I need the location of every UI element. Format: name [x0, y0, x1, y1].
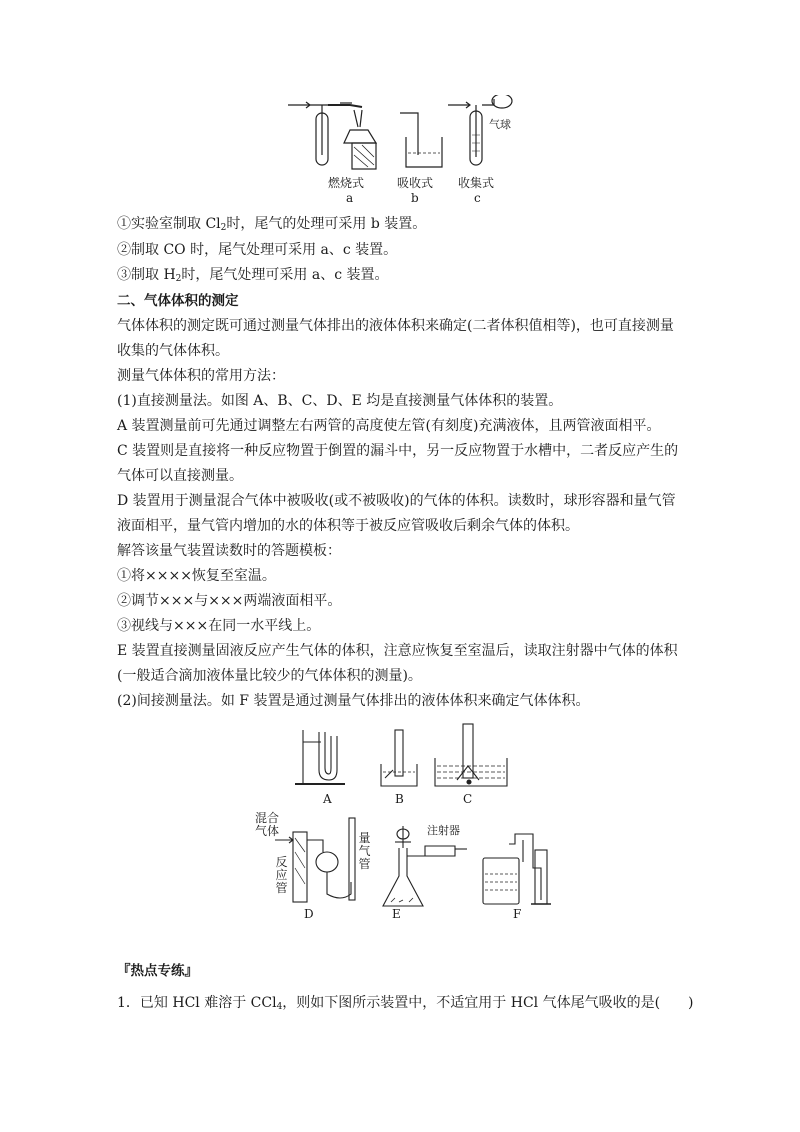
- fig1-letter-c: c: [474, 191, 481, 205]
- gas-burette-label: 量气管: [358, 831, 371, 871]
- line-h2-a: ③制取 H: [117, 267, 176, 283]
- fig2-letter-e: E: [392, 907, 401, 921]
- syringe-label: 注射器: [427, 824, 460, 837]
- line-h2-b: 时，尾气处理可采用 a、c 装置。: [181, 267, 389, 283]
- question-1: [117, 993, 707, 1013]
- line-co: ②制取 CO 时，尾气处理可采用 a、c 装置。: [117, 242, 398, 258]
- fig2-letter-a: A: [323, 792, 332, 806]
- line-h2: [117, 265, 707, 285]
- fig2-letter-c: C: [463, 792, 473, 806]
- fig2-letter-b: B: [395, 792, 404, 806]
- para-1: 气体体积的测定既可通过测量气体排出的液体体积来确定(二者体积值相等)，也可直接测量: [117, 318, 674, 334]
- para-5b: 气体可以直接测量。: [117, 468, 243, 484]
- para-1b: 收集的气体体积。: [117, 343, 229, 359]
- line-cl2: [117, 214, 707, 234]
- line-cl2-b: 时，尾气的处理可采用 b 装置。: [226, 216, 427, 232]
- gas-volume-apparatus-drawing: [245, 722, 565, 922]
- fig1-label-collection: 收集式: [458, 176, 495, 190]
- para-8: ①将××××恢复至室温。: [117, 568, 276, 584]
- balloon-label: 气球: [489, 118, 511, 131]
- fig1-label-combustion: 燃烧式: [328, 176, 365, 190]
- line-h2-sub: 2: [175, 274, 182, 284]
- line-cl2-a: ①实验室制取 Cl: [117, 216, 221, 232]
- fig1-letter-b: b: [411, 191, 419, 205]
- question-1-sub: 4: [276, 1002, 283, 1012]
- para-4: A 装置测量前可先通过调整左右两管的高度使左管(有刻度)充满液体，且两管液面相平。: [117, 418, 661, 434]
- para-11b: (一般适合滴加液体量比较少的气体体积的测量)。: [117, 668, 422, 684]
- para-9: ②调节×××与×××两端液面相平。: [117, 593, 342, 609]
- mixed-gas-label: 混合气体: [254, 811, 279, 838]
- practice-title: 『热点专练』: [117, 963, 198, 979]
- para-6: D 装置用于测量混合气体中被吸收(或不被吸收)的气体的体积。读数时，球形容器和量气管: [117, 493, 676, 509]
- question-1-a: 1．已知 HCl 难溶于 CCl: [117, 995, 277, 1011]
- fig1-label-absorption: 吸收式: [397, 176, 434, 190]
- reaction-tube-label: 反应管: [275, 855, 288, 895]
- para-11: E 装置直接测量固液反应产生气体的体积，注意应恢复至室温后，读取注射器中气体的体积: [117, 643, 678, 659]
- fig2-letter-d: D: [304, 907, 314, 921]
- section-heading: 二、气体体积的测定: [117, 293, 239, 309]
- para-6b: 液面相平，量气管内增加的水的体积等于被反应管吸收后剩余气体的体积。: [117, 518, 579, 534]
- para-10: ③视线与×××在同一水平线上。: [117, 618, 321, 634]
- gas-volume-figure: [245, 722, 565, 922]
- para-7: 解答该量气装置读数时的答题模板：: [117, 543, 341, 559]
- line-cl2-sub: 2: [220, 223, 227, 233]
- para-2: 测量气体体积的常用方法：: [117, 368, 285, 384]
- fig2-letter-f: F: [513, 907, 522, 921]
- para-12: (2)间接测量法。如 F 装置是通过测量气体排出的液体体积来确定气体体积。: [117, 693, 590, 709]
- para-5: C 装置则是直接将一种反应物置于倒置的漏斗中，另一反应物置于水槽中，二者反应产生的: [117, 443, 679, 459]
- fig1-letter-a: a: [346, 191, 354, 205]
- question-1-b: ，则如下图所示装置中，不适宜用于 HCl 气体尾气吸收的是( ): [282, 995, 694, 1011]
- para-3: (1)直接测量法。如图 A、B、C、D、E 均是直接测量气体体积的装置。: [117, 393, 563, 409]
